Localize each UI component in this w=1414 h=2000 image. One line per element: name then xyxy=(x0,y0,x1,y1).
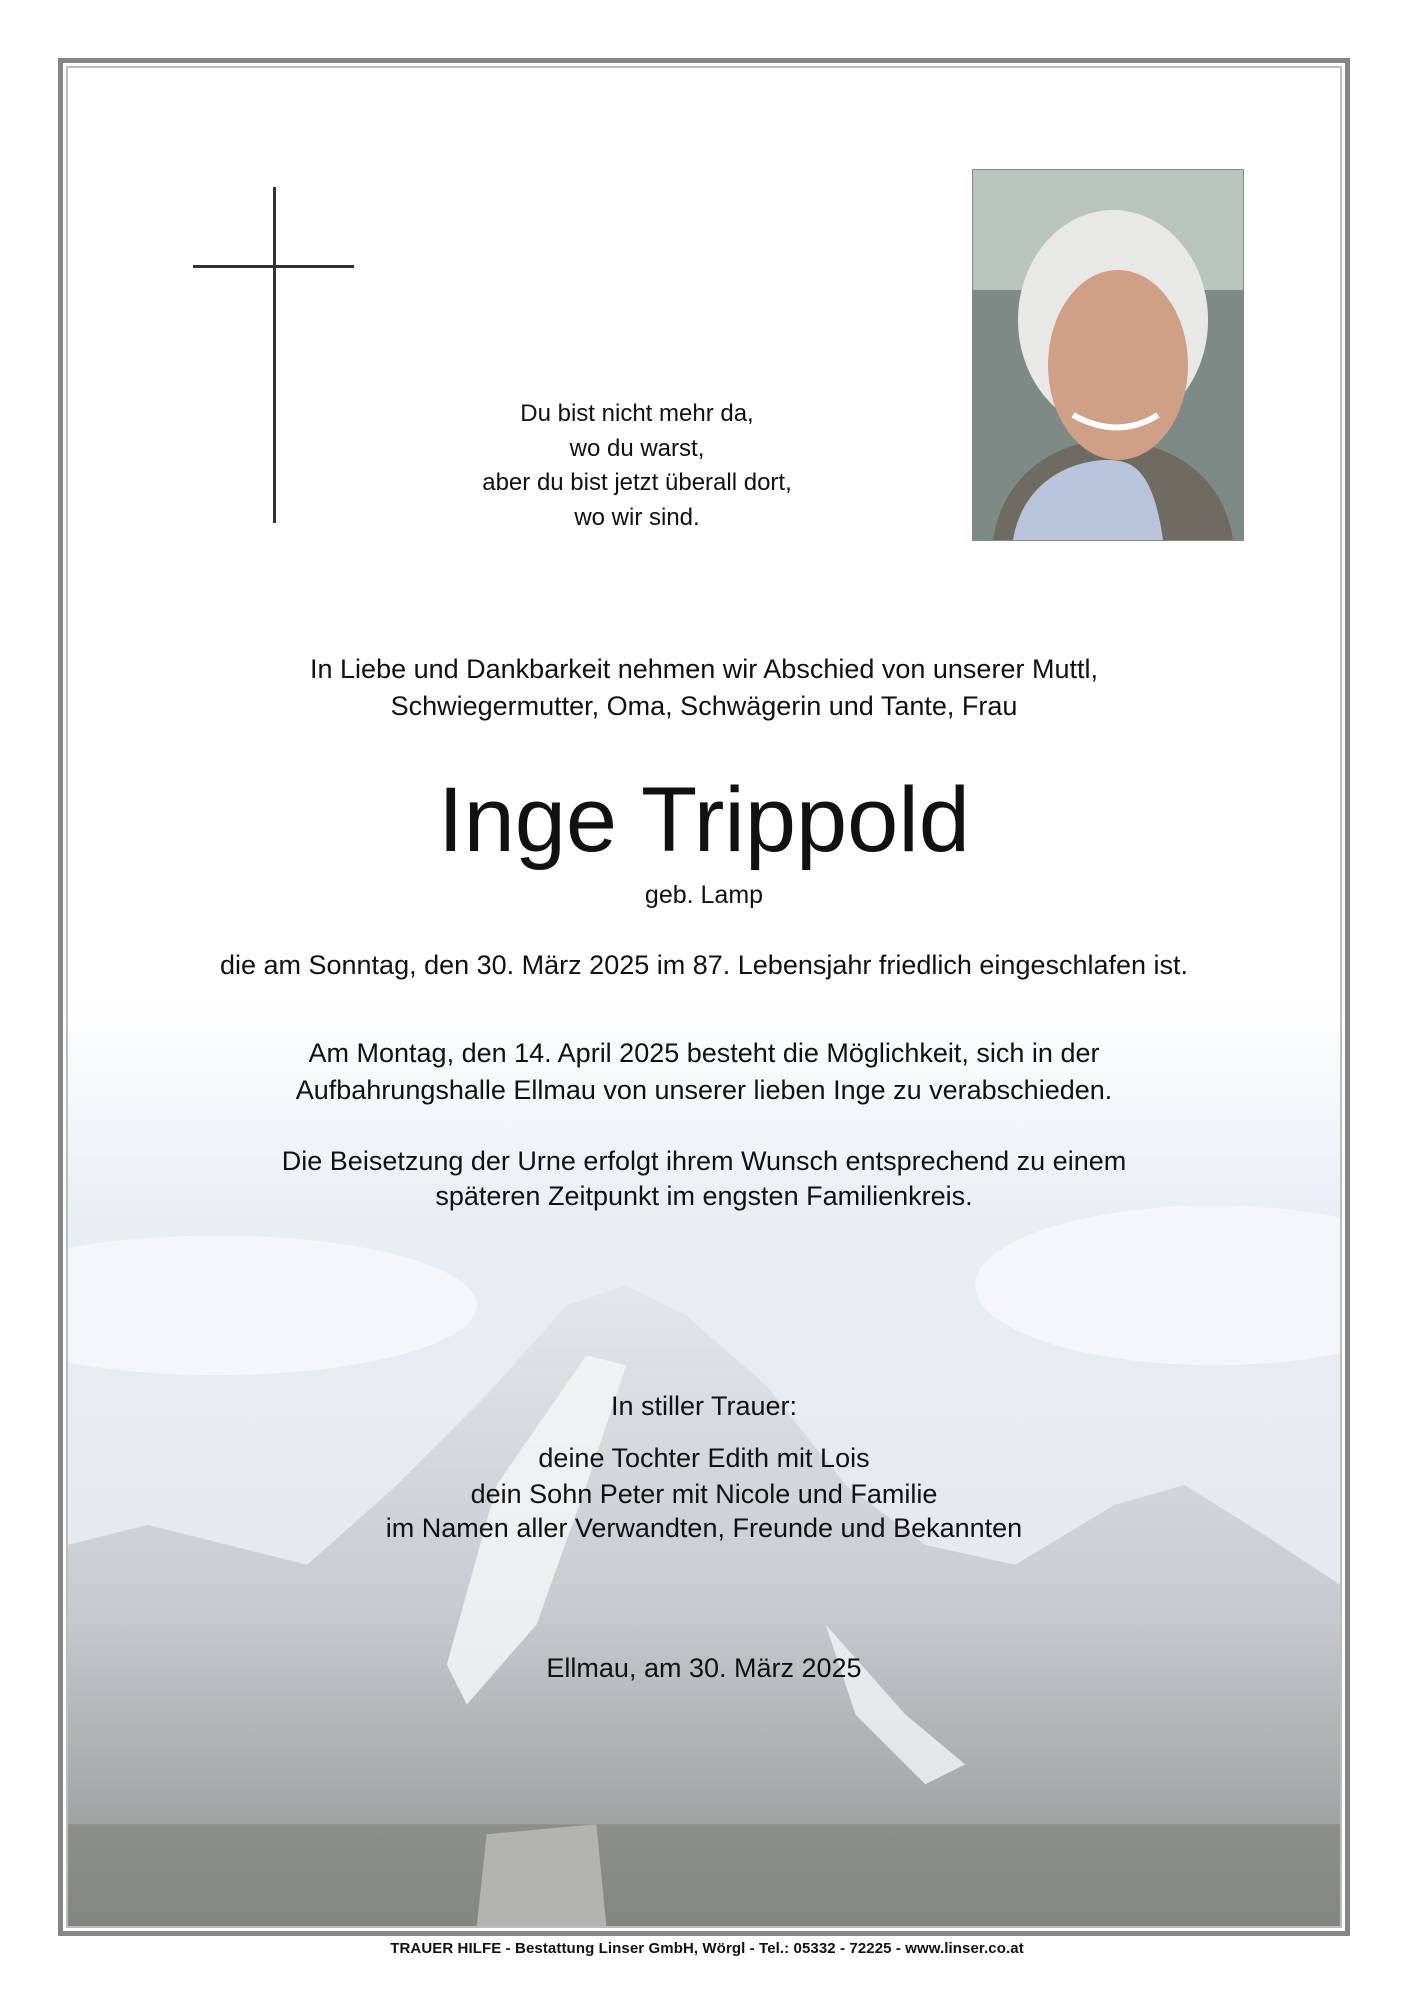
mourner-line: dein Sohn Peter mit Nicole und Familie xyxy=(470,1479,938,1509)
viewing-line: Am Montag, den 14. April 2025 besteht die Möglichkeit, sich in der xyxy=(308,1038,1100,1068)
mourner-line: deine Tochter Edith mit Lois xyxy=(538,1443,870,1473)
intro-line: In Liebe und Dankbarkeit nehmen wir Abschied von unserer Muttl, xyxy=(310,654,1098,684)
intro-line: Schwiegermutter, Oma, Schwägerin und Tante, Frau xyxy=(390,691,1018,721)
footer-funeral-home: TRAUER HILFE - Bestattung Linser GmbH, Wörgl - Tel.: 05332 - 72225 - www.linser.co.at xyxy=(390,1940,1024,1957)
place-date: Ellmau, am 30. März 2025 xyxy=(546,1653,862,1683)
obituary-card xyxy=(66,66,1342,1928)
burial-line: späteren Zeitpunkt im engsten Familienkreis. xyxy=(435,1181,973,1211)
cross-horizontal-bar xyxy=(193,265,354,268)
poem-line: wo wir sind. xyxy=(574,504,700,531)
viewing-line: Aufbahrungshalle Ellmau von unserer lieben Inge zu verabschieden. xyxy=(295,1075,1113,1105)
poem-line: aber du bist jetzt überall dort, xyxy=(482,469,792,496)
mourners-heading: In stiller Trauer: xyxy=(610,1391,798,1421)
deceased-name: Inge Trippold xyxy=(438,769,970,871)
mourner-line: im Namen aller Verwandten, Freunde und Bekannten xyxy=(385,1513,1023,1543)
maiden-name: geb. Lamp xyxy=(644,881,764,909)
poem-line: Du bist nicht mehr da, xyxy=(520,400,754,427)
death-announcement: die am Sonntag, den 30. März 2025 im 87. Lebensjahr friedlich eingeschlafen ist. xyxy=(219,950,1189,980)
burial-line: Die Beisetzung der Urne erfolgt ihrem Wunsch entsprechend zu einem xyxy=(281,1146,1127,1176)
poem-line: wo du warst, xyxy=(569,435,705,462)
